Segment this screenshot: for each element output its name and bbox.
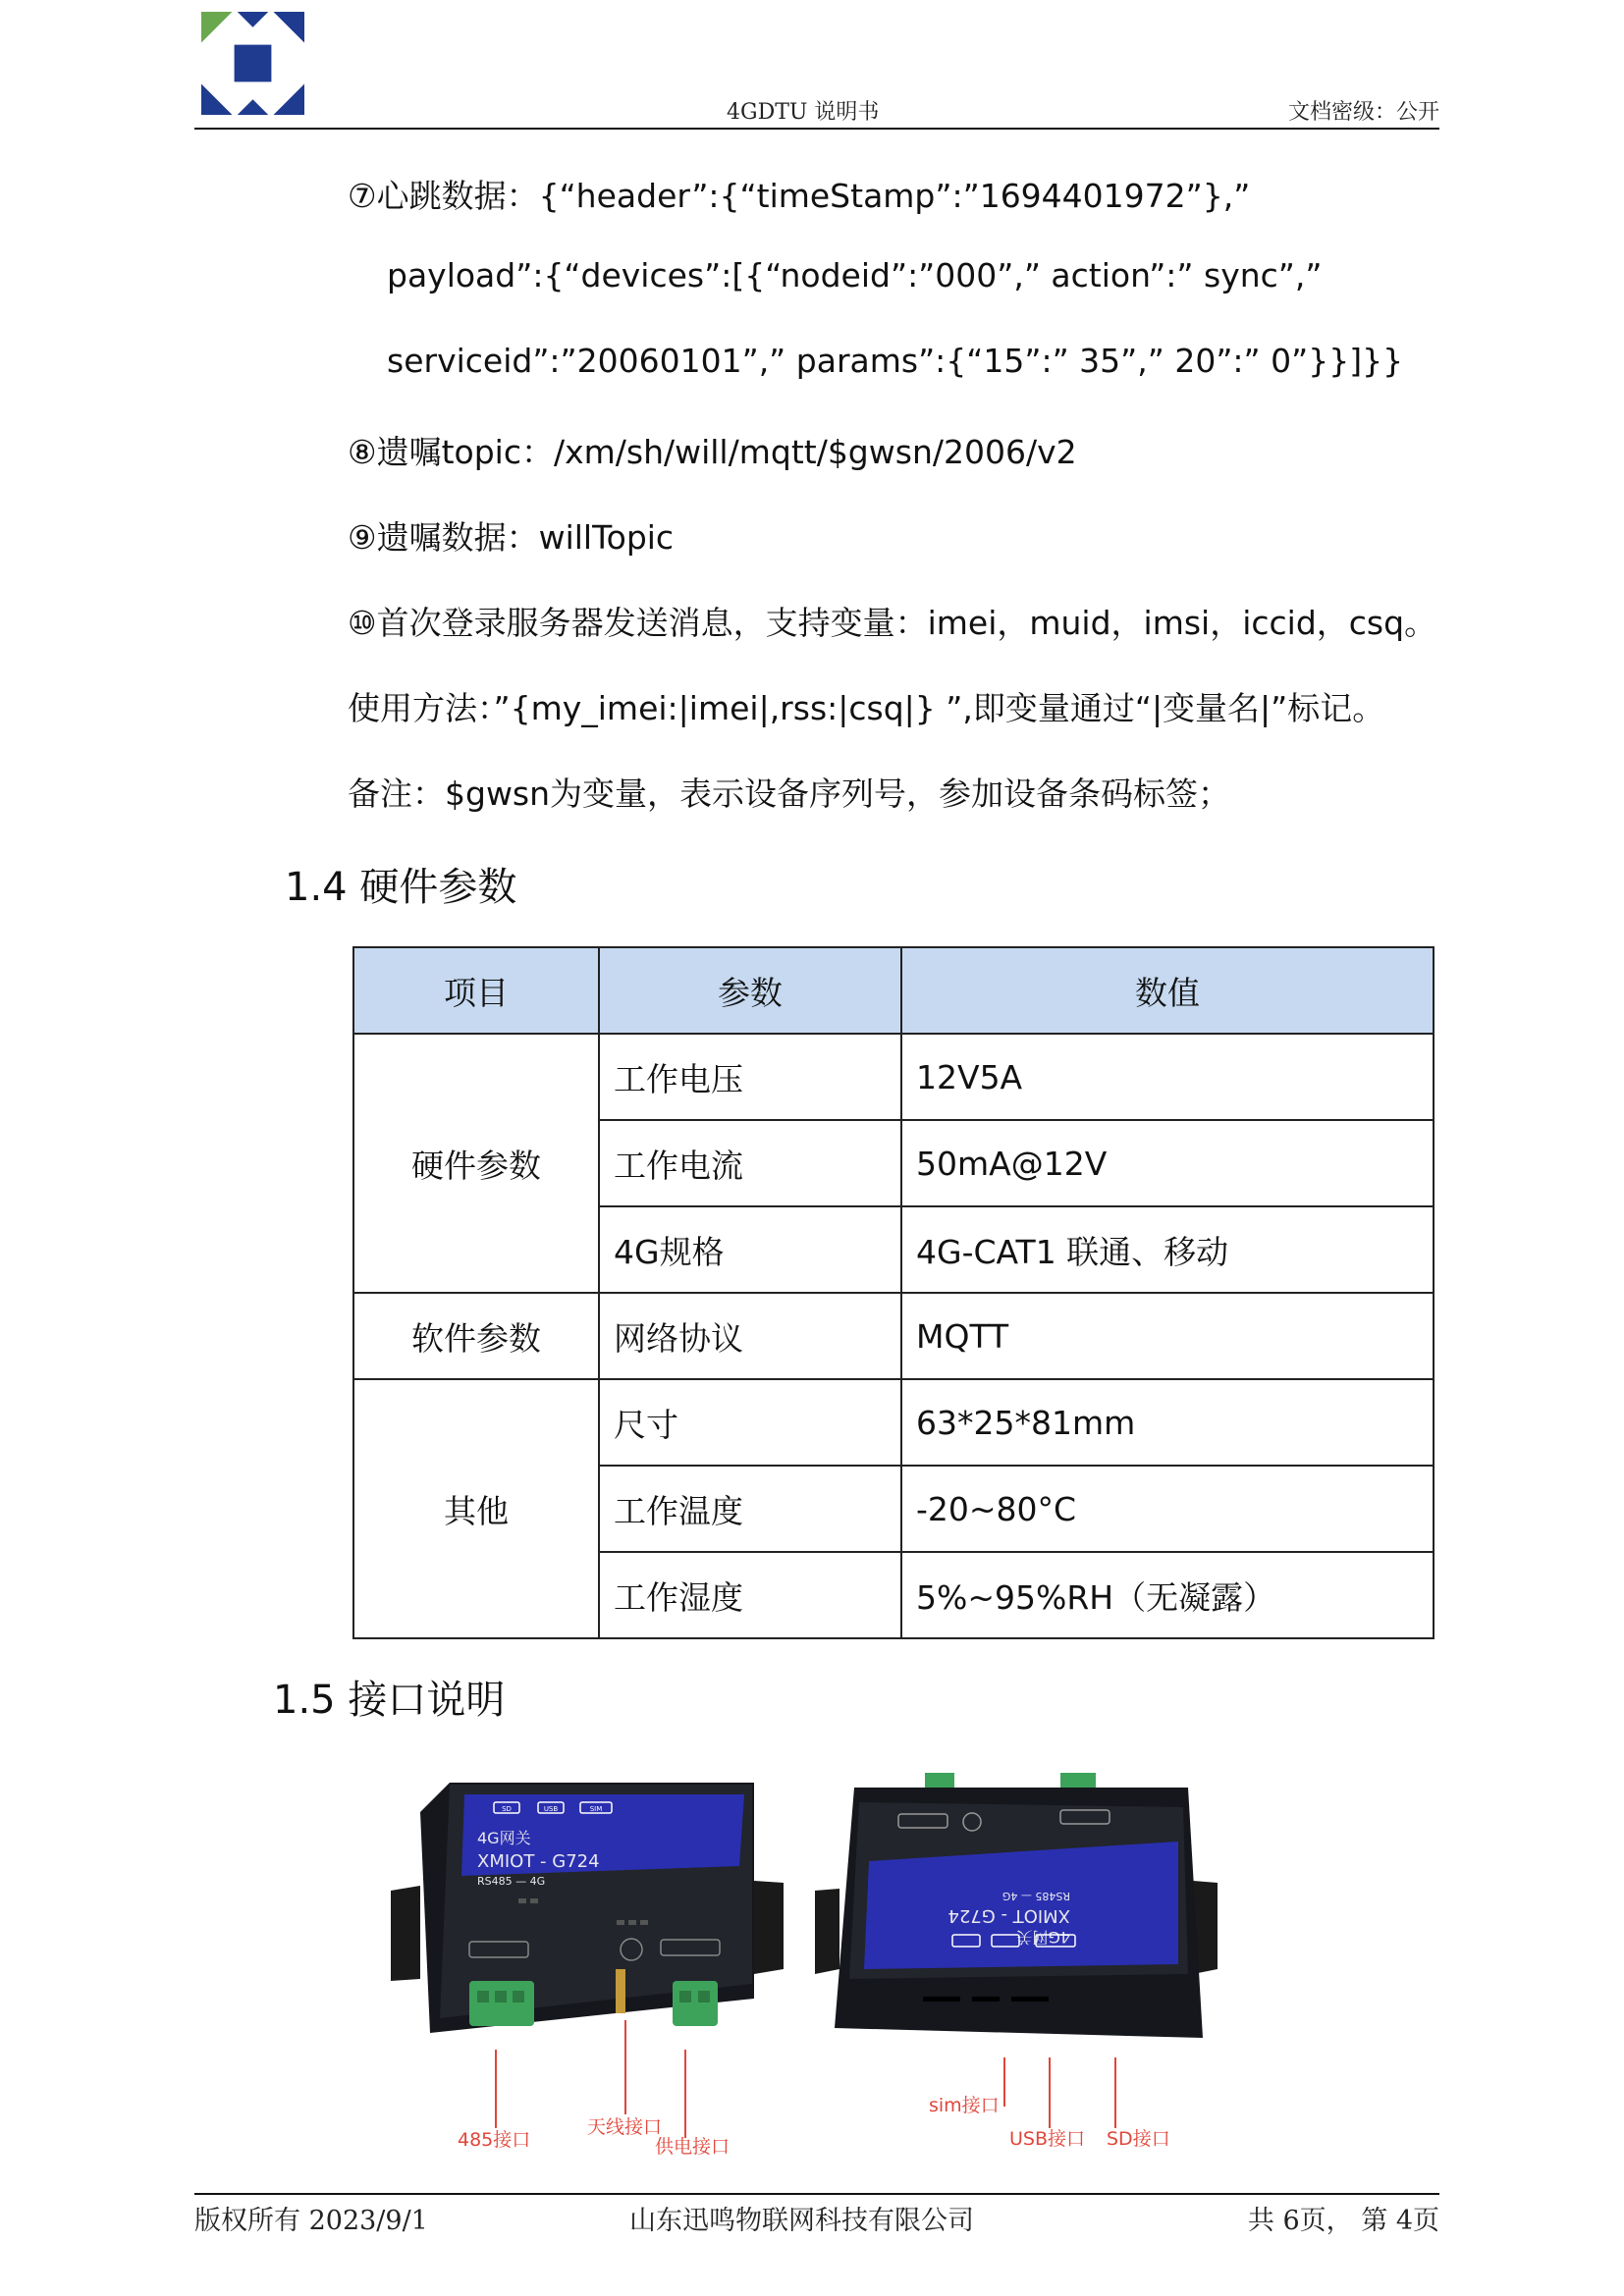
table-value-cell: 5%~95%RH（无凝露）: [901, 1552, 1434, 1638]
table-value-cell: 50mA@12V: [901, 1120, 1434, 1206]
hardware-params-table: [352, 946, 1435, 1639]
table-value-cell: 12V5A: [901, 1034, 1434, 1120]
sd-label: SD: [502, 1805, 512, 1813]
sim-port-label: sim接口: [929, 2095, 1000, 2116]
device-model-text-rotated: XMIOT - G724: [947, 1905, 1070, 1926]
power-port-label: 供电接口: [655, 2136, 731, 2158]
footer-page-number: 共 6页， 第 4页: [1247, 2206, 1439, 2236]
annotation-line: [684, 2050, 686, 2138]
annotation-line: [1003, 2057, 1005, 2107]
table-value-cell: 63*25*81mm: [901, 1379, 1434, 1466]
heartbeat-line-2: payload”:{“devices”:[{“nodeid”:”000”,” action”:” sync”,”: [387, 256, 1323, 294]
device-brand-text: 4G网关: [477, 1829, 531, 1847]
section-hardware-heading: 1.4 硬件参数: [285, 865, 517, 910]
table-param-cell: 工作电压: [599, 1034, 901, 1120]
doc-title: 4GDTU 说明书: [727, 100, 880, 125]
table-param-cell: 工作温度: [599, 1466, 901, 1552]
table-value-cell: -20~80°C: [901, 1466, 1434, 1552]
sd-port-label: SD接口: [1107, 2128, 1170, 2150]
will-data-line: ⑨遗嘱数据：willTopic: [348, 518, 675, 557]
footer-company: 山东迅鸣物联网科技有限公司: [629, 2206, 974, 2236]
table-param-cell: 4G规格: [599, 1206, 901, 1293]
table-group-cell: 硬件参数: [353, 1034, 599, 1293]
table-header-cell: 数值: [901, 947, 1434, 1034]
table-header-row: [353, 947, 1434, 1034]
device-brand-text-rotated: 4G网关: [1016, 1928, 1070, 1947]
footer-divider: [194, 2193, 1439, 2195]
will-topic-line: ⑧遗嘱topic：/xm/sh/will/mqtt/$gwsn/2006/v2: [348, 433, 1077, 471]
annotation-line: [1049, 2057, 1051, 2128]
table-row: [353, 1293, 1434, 1379]
table-row: [353, 1034, 1434, 1120]
device-back-photo: [815, 1773, 1218, 2062]
usb-port-label: USB接口: [1009, 2128, 1086, 2150]
table-header-cell: 参数: [599, 947, 901, 1034]
table-param-cell: 工作湿度: [599, 1552, 901, 1638]
footer-copyright: 版权所有 2023/9/1: [194, 2206, 428, 2236]
usage-line: 使用方法：”{my_imei:|imei|,rss:|csq|} ”,即变量通过“|变量名|”标记。: [348, 689, 1385, 727]
table-param-cell: 尺寸: [599, 1379, 901, 1466]
device-sub-text-rotated: RS485 — 4G: [1001, 1890, 1070, 1902]
first-login-line: ⑩首次登录服务器发送消息，支持变量：imei，muid，imsi，iccid，csq。: [348, 604, 1437, 642]
usb-label: USB: [543, 1805, 559, 1813]
table-group-cell: 其他: [353, 1379, 599, 1638]
device-model-text: XMIOT - G724: [477, 1851, 600, 1872]
note-line: 备注：$gwsn为变量，表示设备序列号，参加设备条码标签；: [348, 774, 1231, 813]
table-row: [353, 1379, 1434, 1466]
table-header-cell: 项目: [353, 947, 599, 1034]
security-level: 文档密级：公开: [1287, 100, 1439, 125]
annotation-line: [1114, 2057, 1116, 2128]
device-front-photo: [391, 1773, 784, 2062]
heartbeat-line-3: serviceid”:”20060101”,” params”:{“15”:” 35”,” 20”:” 0”}}]}}: [387, 342, 1404, 380]
sim-label: SIM: [589, 1805, 603, 1813]
table-group-cell: 软件参数: [353, 1293, 599, 1379]
table-value-cell: 4G-CAT1 联通、移动: [901, 1206, 1434, 1293]
table-param-cell: 网络协议: [599, 1293, 901, 1379]
table-value-cell: MQTT: [901, 1293, 1434, 1379]
rs485-port-label: 485接口: [458, 2129, 531, 2151]
annotation-line: [624, 2020, 626, 2114]
antenna-port-label: 天线接口: [587, 2116, 663, 2138]
company-logo: [201, 12, 304, 115]
section-interface-heading: 1.5 接口说明: [273, 1678, 506, 1723]
heartbeat-line-1: ⑦心跳数据：{“header”:{“timeStamp”:”1694401972”},”: [348, 177, 1251, 215]
annotation-line: [495, 2050, 497, 2128]
table-param-cell: 工作电流: [599, 1120, 901, 1206]
device-sub-text: RS485 — 4G: [477, 1875, 546, 1888]
header-divider: [194, 128, 1439, 130]
